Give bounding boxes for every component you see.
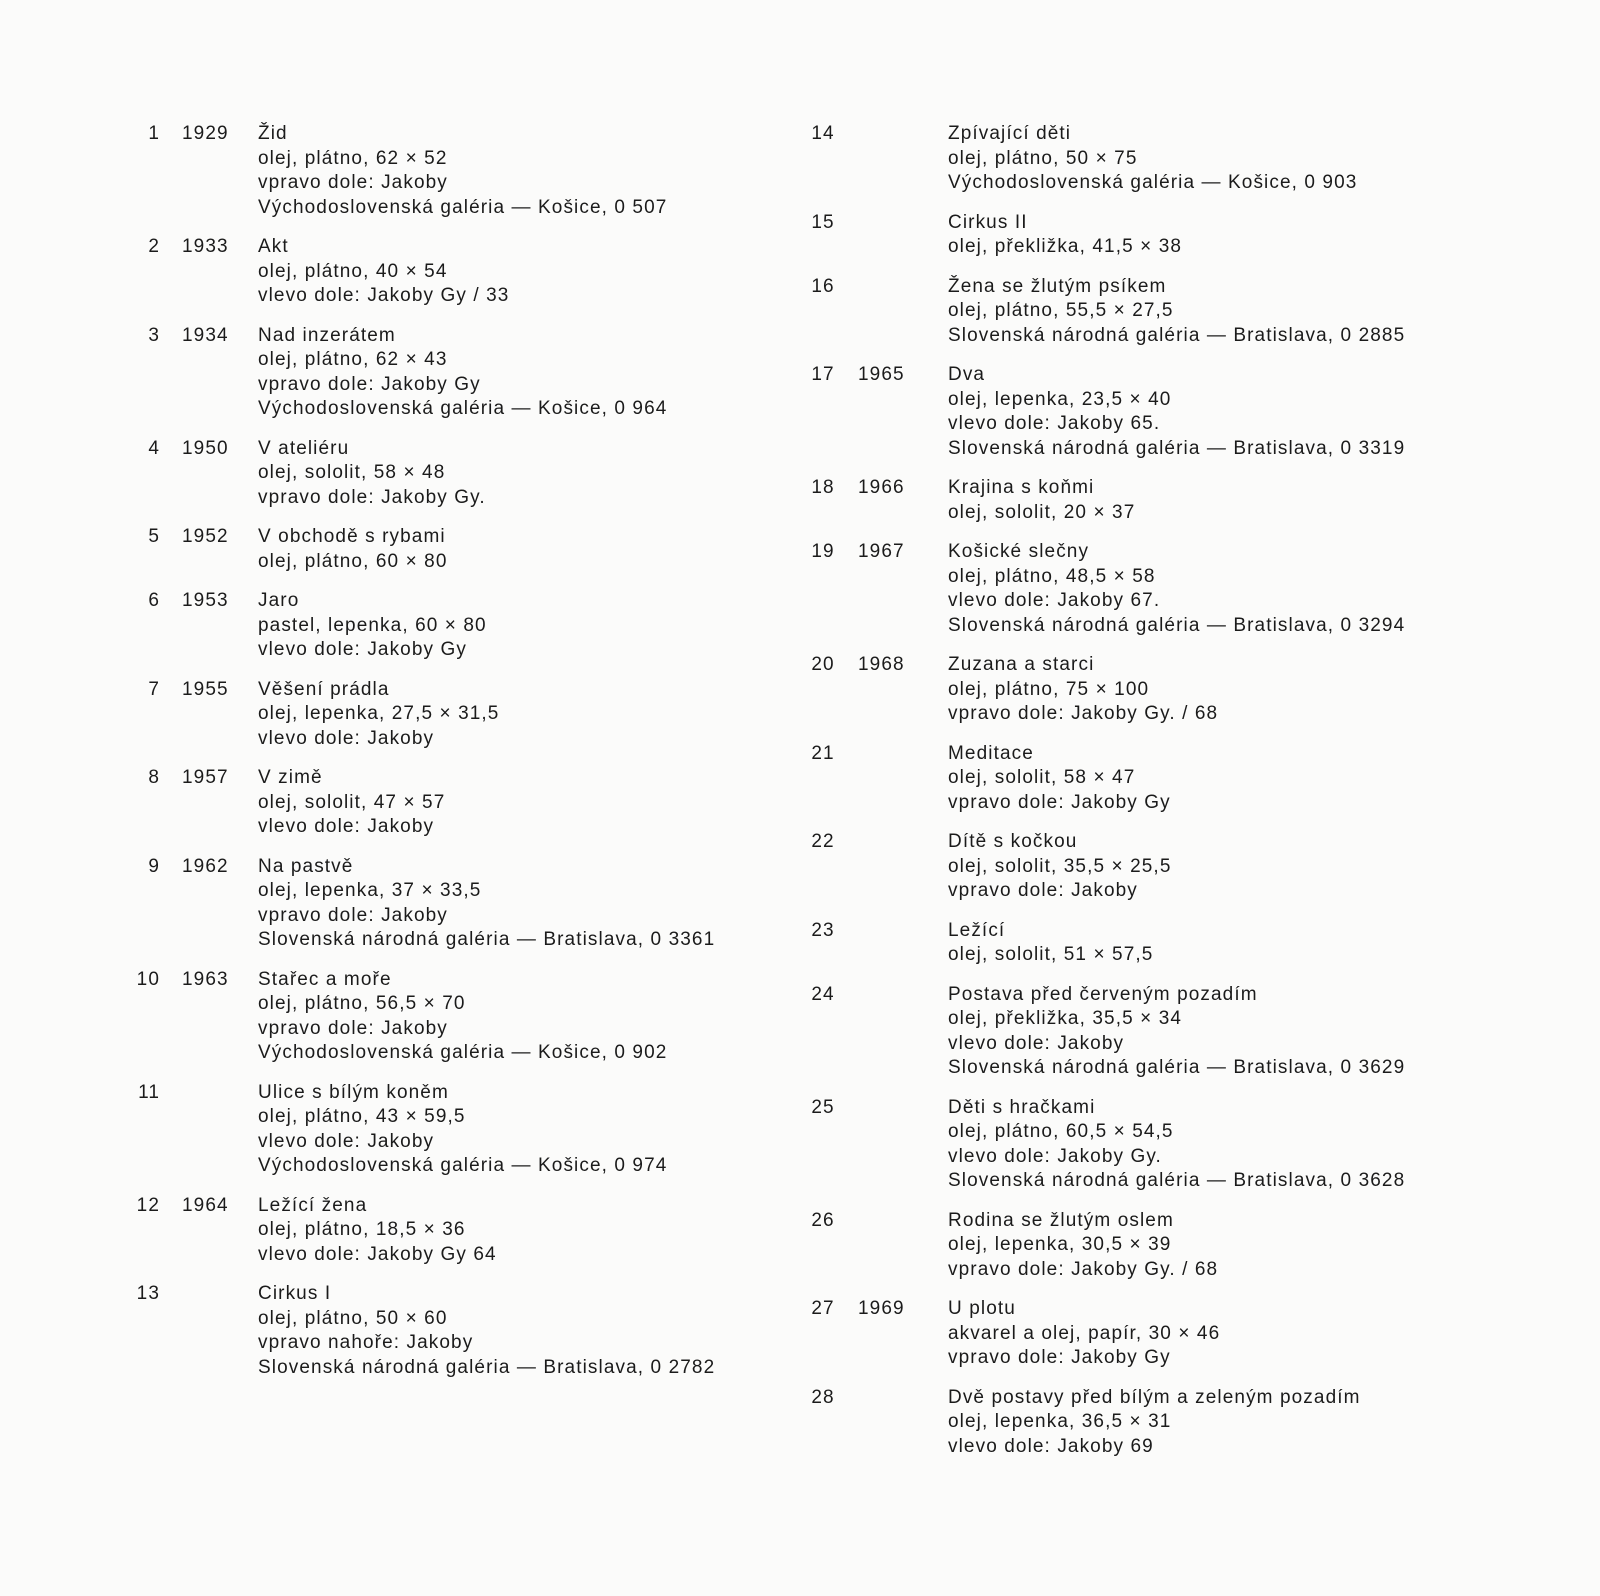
entry-number: 19: [811, 541, 835, 562]
entry-year: 1963: [182, 968, 229, 990]
artwork-detail-line: vpravo dole: Jakoby: [258, 172, 448, 193]
artwork-detail-line: Východoslovenská galéria — Košice, 0 902: [258, 1042, 668, 1063]
artwork-detail-line: olej, plátno, 50 × 75: [948, 147, 1138, 169]
artwork-title: Ulice s bílým koněm: [258, 1081, 449, 1103]
artwork-detail-line: vlevo dole: Jakoby 69: [948, 1435, 1154, 1457]
entry-details: [948, 653, 1568, 727]
artwork-detail-line: pastel, lepenka, 60 × 80: [258, 614, 487, 636]
entry-year: 1968: [858, 654, 905, 675]
entry-year: 1966: [858, 477, 905, 498]
catalogue-entry: [130, 437, 790, 511]
artwork-detail-line: vpravo dole: Jakoby Gy: [948, 1347, 1171, 1368]
entry-details: [258, 122, 790, 220]
artwork-title: Cirkus I: [258, 1283, 332, 1304]
entry-number: 7: [148, 678, 160, 700]
entry-details: [948, 476, 1568, 525]
entry-details: [948, 1096, 1568, 1194]
artwork-detail-line: olej, plátno, 62 × 43: [258, 349, 448, 370]
artwork-title: Ležící: [948, 919, 1006, 941]
entry-number: 9: [148, 855, 160, 877]
artwork-title: Krajina s koňmi: [948, 477, 1095, 498]
entry-year: 1929: [182, 123, 229, 144]
artwork-title: Na pastvě: [258, 855, 354, 877]
artwork-detail-line: olej, překližka, 41,5 × 38: [948, 236, 1183, 257]
artwork-title: Zuzana a starci: [948, 654, 1095, 675]
artwork-title: Žena se žlutým psíkem: [948, 275, 1167, 297]
artwork-title: Nad inzerátem: [258, 324, 396, 346]
artwork-detail-line: vpravo dole: Jakoby: [948, 880, 1138, 901]
artwork-detail-line: vlevo dole: Jakoby: [258, 727, 435, 749]
artwork-title: Dvě postavy před bílým a zeleným pozadím: [948, 1386, 1361, 1408]
artwork-detail-line: vpravo dole: Jakoby Gy. / 68: [948, 703, 1219, 724]
entry-details: [948, 830, 1568, 904]
catalogue-column-right: [808, 122, 1568, 1474]
entry-details: [258, 437, 790, 511]
entry-number: 27: [811, 1298, 835, 1319]
entry-details: [948, 742, 1568, 816]
entry-details: [948, 363, 1568, 461]
artwork-title: Stařec a moře: [258, 968, 392, 990]
entry-year: 1965: [858, 364, 905, 385]
artwork-detail-line: olej, plátno, 43 × 59,5: [258, 1106, 466, 1127]
entry-number: 20: [811, 654, 835, 675]
artwork-detail-line: olej, lepenka, 37 × 33,5: [258, 880, 482, 901]
artwork-detail-line: olej, plátno, 60,5 × 54,5: [948, 1121, 1174, 1142]
artwork-detail-line: olej, plátno, 48,5 × 58: [948, 565, 1156, 587]
artwork-title: Jaro: [258, 590, 300, 611]
entry-number: 24: [811, 983, 835, 1005]
artwork-detail-line: vlevo dole: Jakoby Gy.: [948, 1145, 1162, 1167]
entry-details: [258, 678, 790, 752]
catalogue-entry: [808, 211, 1568, 260]
catalogue-entry: [130, 1081, 790, 1179]
artwork-title: Postava před červeným pozadím: [948, 983, 1258, 1005]
catalogue-entry: [130, 235, 790, 309]
catalogue-entry: [808, 122, 1568, 196]
artwork-detail-line: vlevo dole: Jakoby Gy: [258, 639, 467, 660]
artwork-detail-line: vpravo dole: Jakoby Gy: [948, 791, 1171, 813]
entry-number: 22: [811, 831, 835, 852]
entry-details: [258, 855, 790, 953]
catalogue-entry: [130, 678, 790, 752]
artwork-detail-line: olej, překližka, 35,5 × 34: [948, 1008, 1183, 1029]
artwork-detail-line: Slovenská národná galéria — Bratislava, 0 3319: [948, 437, 1406, 459]
artwork-detail-line: vpravo dole: Jakoby Gy: [258, 373, 481, 395]
entry-details: [258, 589, 790, 663]
artwork-detail-line: olej, lepenka, 23,5 × 40: [948, 388, 1172, 410]
artwork-title: V ateliéru: [258, 437, 350, 459]
artwork-detail-line: Slovenská národná galéria — Bratislava, 0 3294: [948, 614, 1406, 636]
catalogue-entry: [130, 766, 790, 840]
artwork-detail-line: Slovenská národná galéria — Bratislava, 0 2885: [948, 324, 1406, 346]
entry-number: 13: [136, 1283, 160, 1304]
artwork-detail-line: olej, sololit, 58 × 48: [258, 462, 446, 483]
artwork-detail-line: olej, sololit, 35,5 × 25,5: [948, 855, 1172, 877]
entry-details: [948, 1209, 1568, 1283]
artwork-detail-line: Východoslovenská galéria — Košice, 0 903: [948, 172, 1358, 193]
entry-number: 16: [811, 275, 835, 297]
artwork-detail-line: olej, plátno, 18,5 × 36: [258, 1219, 466, 1240]
artwork-detail-line: vlevo dole: Jakoby: [258, 816, 435, 837]
catalogue-entry: [808, 1386, 1568, 1460]
artwork-title: Věšení prádla: [258, 678, 390, 700]
artwork-detail-line: akvarel a olej, papír, 30 × 46: [948, 1322, 1221, 1344]
artwork-detail-line: vpravo dole: Jakoby Gy. / 68: [948, 1258, 1219, 1280]
catalogue-entry: [808, 1297, 1568, 1371]
artwork-title: Cirkus II: [948, 211, 1028, 233]
entry-number: 26: [811, 1209, 835, 1231]
artwork-title: V obchodě s rybami: [258, 526, 446, 547]
artwork-title: U plotu: [948, 1298, 1016, 1319]
catalogue-entry: [130, 589, 790, 663]
catalogue-entry: [808, 363, 1568, 461]
catalogue-entry: [130, 122, 790, 220]
entry-year: 1955: [182, 678, 229, 700]
entry-number: 18: [811, 477, 835, 498]
entry-details: [258, 1194, 790, 1268]
entry-number: 23: [811, 919, 835, 941]
artwork-detail-line: olej, sololit, 20 × 37: [948, 501, 1136, 523]
artwork-title: Rodina se žlutým oslem: [948, 1209, 1174, 1231]
artwork-title: Meditace: [948, 742, 1034, 764]
entry-number: 1: [148, 123, 160, 144]
artwork-detail-line: olej, sololit, 58 × 47: [948, 767, 1136, 788]
artwork-detail-line: olej, sololit, 51 × 57,5: [948, 944, 1154, 965]
artwork-title: Akt: [258, 236, 289, 257]
entry-year: 1934: [182, 324, 229, 346]
artwork-detail-line: olej, plátno, 75 × 100: [948, 678, 1150, 700]
artwork-detail-line: Slovenská národná galéria — Bratislava, 0 3629: [948, 1057, 1406, 1078]
entry-details: [258, 1081, 790, 1179]
entry-details: [258, 968, 790, 1066]
artwork-detail-line: olej, sololit, 47 × 57: [258, 791, 446, 813]
entry-details: [948, 275, 1568, 349]
artwork-detail-line: Slovenská národná galéria — Bratislava, 0 2782: [258, 1356, 716, 1378]
artwork-title: Zpívající děti: [948, 123, 1072, 144]
artwork-title: Dítě s kočkou: [948, 831, 1078, 852]
artwork-detail-line: olej, plátno, 55,5 × 27,5: [948, 300, 1174, 321]
entry-year: 1962: [182, 855, 229, 877]
artwork-detail-line: vpravo dole: Jakoby: [258, 904, 448, 926]
entry-details: [258, 1282, 790, 1380]
catalogue-entry: [808, 275, 1568, 349]
entry-details: [948, 540, 1568, 638]
entry-year: 1964: [182, 1194, 229, 1216]
entry-number: 17: [811, 364, 835, 385]
catalogue-column-left: [130, 122, 790, 1395]
entry-year: 1952: [182, 526, 229, 547]
artwork-detail-line: olej, plátno, 50 × 60: [258, 1307, 448, 1329]
artwork-detail-line: olej, plátno, 40 × 54: [258, 260, 448, 282]
catalogue-entry: [808, 1096, 1568, 1194]
artwork-detail-line: olej, lepenka, 36,5 × 31: [948, 1411, 1172, 1432]
catalogue-entry: [808, 742, 1568, 816]
artwork-detail-line: Slovenská národná galéria — Bratislava, 0 3628: [948, 1170, 1406, 1191]
catalogue-entry: [130, 968, 790, 1066]
entry-number: 4: [148, 437, 160, 459]
entry-number: 8: [148, 767, 160, 788]
artwork-title: Košické slečny: [948, 541, 1090, 562]
artwork-detail-line: vlevo dole: Jakoby 65.: [948, 413, 1161, 434]
catalogue-entry: [130, 324, 790, 422]
artwork-detail-line: Východoslovenská galéria — Košice, 0 507: [258, 196, 668, 218]
artwork-title: Dva: [948, 364, 986, 385]
entry-number: 28: [811, 1386, 835, 1408]
artwork-detail-line: vlevo dole: Jakoby: [948, 1032, 1125, 1054]
catalogue-entry: [808, 476, 1568, 525]
entry-number: 2: [148, 236, 160, 257]
artwork-detail-line: Východoslovenská galéria — Košice, 0 974: [258, 1155, 668, 1176]
catalogue-entry: [130, 1282, 790, 1380]
artwork-detail-line: olej, plátno, 60 × 80: [258, 550, 448, 572]
entry-number: 6: [148, 590, 160, 611]
artwork-detail-line: vpravo dole: Jakoby Gy.: [258, 486, 486, 508]
catalogue-entry: [130, 525, 790, 574]
entry-number: 14: [811, 123, 835, 144]
artwork-detail-line: olej, lepenka, 30,5 × 39: [948, 1234, 1172, 1255]
entry-year: 1950: [182, 437, 229, 459]
entry-details: [948, 983, 1568, 1081]
entry-details: [258, 235, 790, 309]
entry-number: 5: [148, 526, 160, 547]
entry-year: 1953: [182, 590, 229, 611]
entry-details: [948, 1297, 1568, 1371]
artwork-detail-line: vlevo dole: Jakoby Gy / 33: [258, 285, 510, 306]
entry-number: 21: [811, 742, 835, 764]
entry-number: 25: [811, 1096, 835, 1118]
artwork-detail-line: vpravo nahoře: Jakoby: [258, 1332, 474, 1353]
entry-details: [948, 1386, 1568, 1460]
entry-details: [948, 122, 1568, 196]
entry-year: 1957: [182, 767, 229, 788]
catalogue-entry: [808, 653, 1568, 727]
artwork-detail-line: vpravo dole: Jakoby: [258, 1017, 448, 1039]
artwork-detail-line: Slovenská národná galéria — Bratislava, 0 3361: [258, 929, 716, 950]
artwork-detail-line: olej, lepenka, 27,5 × 31,5: [258, 703, 500, 724]
artwork-detail-line: vlevo dole: Jakoby: [258, 1130, 435, 1152]
artwork-detail-line: vlevo dole: Jakoby 67.: [948, 590, 1161, 611]
entry-details: [258, 324, 790, 422]
catalogue-entry: [808, 919, 1568, 968]
entry-number: 12: [136, 1194, 160, 1216]
entry-number: 11: [138, 1081, 160, 1103]
entry-year: 1969: [858, 1298, 905, 1319]
artwork-title: V zimě: [258, 767, 323, 788]
catalogue-entry: [130, 855, 790, 953]
artwork-detail-line: Východoslovenská galéria — Košice, 0 964: [258, 398, 668, 419]
entry-details: [258, 766, 790, 840]
artwork-detail-line: olej, plátno, 56,5 × 70: [258, 993, 466, 1014]
entry-number: 15: [811, 211, 835, 233]
artwork-title: Děti s hračkami: [948, 1096, 1096, 1118]
catalogue-entry: [808, 1209, 1568, 1283]
catalogue-entry: [808, 983, 1568, 1081]
catalogue-entry: [808, 540, 1568, 638]
catalogue-entry: [808, 830, 1568, 904]
entry-number: 10: [136, 968, 160, 990]
entry-details: [948, 919, 1568, 968]
artwork-detail-line: vlevo dole: Jakoby Gy 64: [258, 1243, 497, 1265]
entry-details: [258, 525, 790, 574]
entry-number: 3: [148, 324, 160, 346]
artwork-detail-line: olej, plátno, 62 × 52: [258, 147, 448, 169]
entry-details: [948, 211, 1568, 260]
artwork-title: Ležící žena: [258, 1194, 368, 1216]
entry-year: 1933: [182, 236, 229, 257]
entry-year: 1967: [858, 541, 905, 562]
artwork-title: Žid: [258, 123, 288, 144]
catalogue-entry: [130, 1194, 790, 1268]
